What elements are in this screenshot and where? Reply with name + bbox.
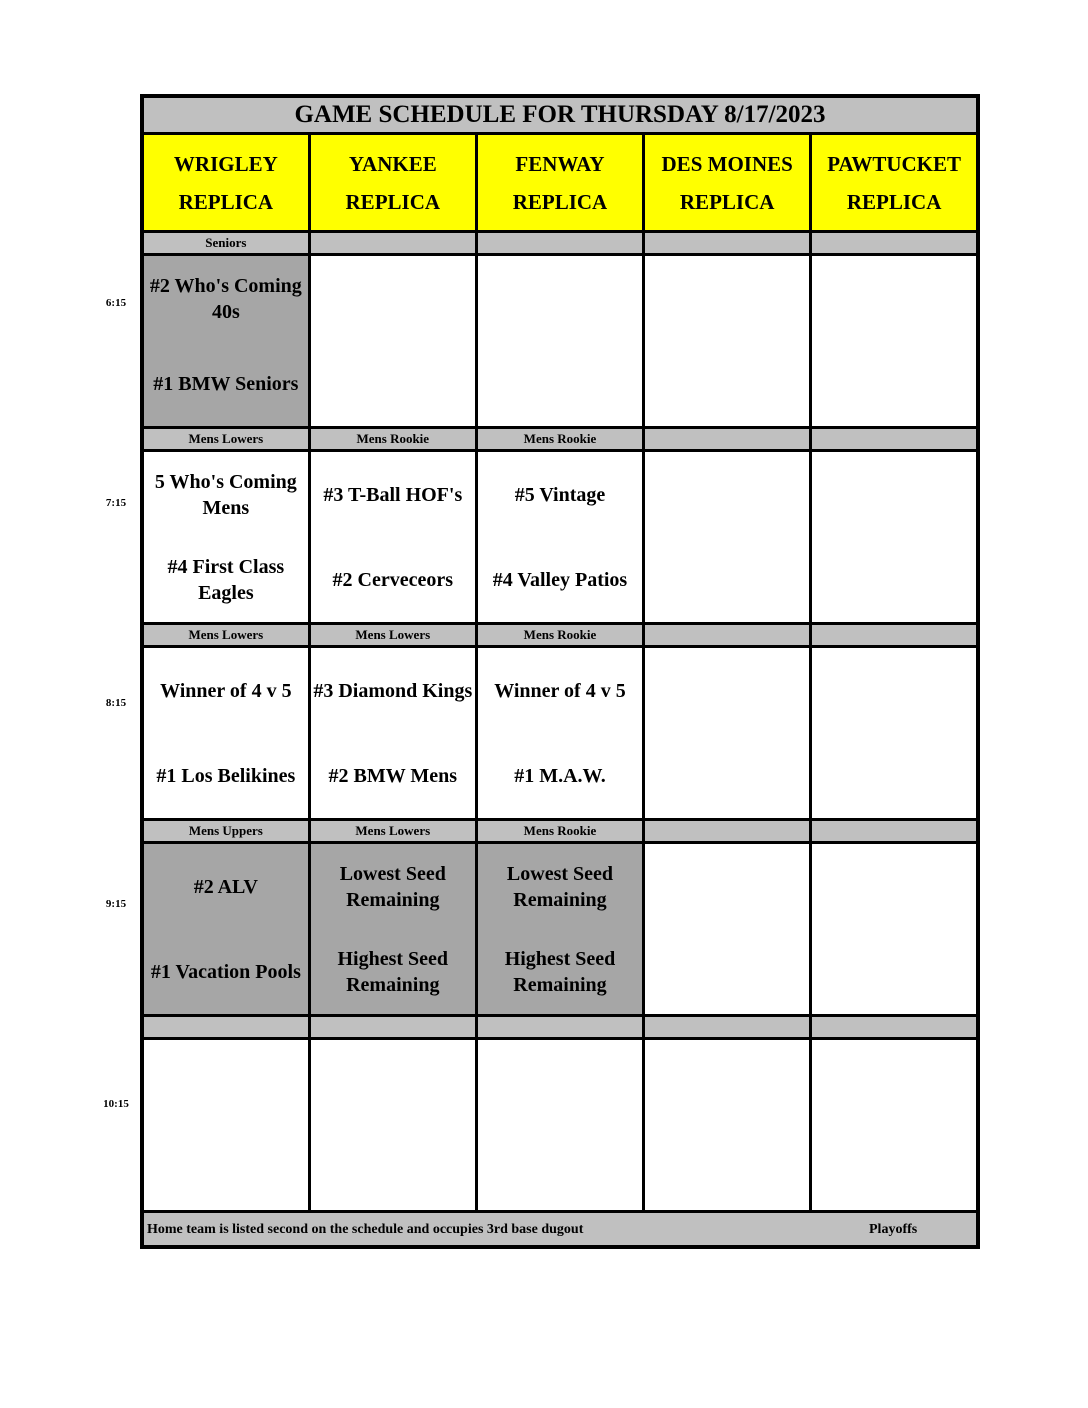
game-matchup [478, 648, 642, 818]
away-team: Lowest Seed Remaining [506, 862, 614, 911]
game-matchup [144, 1040, 308, 1210]
home-team [311, 1125, 475, 1210]
home-team [478, 341, 642, 426]
home-team: #1 M.A.W. [514, 764, 606, 787]
home-team [812, 929, 976, 1014]
home-team [645, 341, 809, 426]
division-label [811, 232, 978, 255]
game-cell [309, 843, 476, 1016]
game-matchup [144, 844, 308, 1014]
game-cell [811, 451, 978, 624]
division-label [644, 428, 811, 451]
home-team [645, 929, 809, 1014]
away-team: Lowest Seed Remaining [339, 862, 446, 911]
schedule-title: GAME SCHEDULE FOR THURSDAY 8/17/2023 [142, 96, 978, 134]
home-team: #1 Los Belikines [156, 764, 296, 787]
time-label-4: 9:15 [105, 898, 127, 910]
venue-header [644, 134, 811, 232]
game-cell [644, 451, 811, 624]
home-team [645, 733, 809, 818]
division-label [476, 1016, 643, 1039]
game-cell [811, 1039, 978, 1212]
game-cell [644, 647, 811, 820]
game-matchup [645, 452, 809, 622]
game-matchup [144, 256, 308, 426]
home-team: #1 Vacation Pools [150, 960, 301, 983]
venue-subtitle: REPLICA [345, 189, 441, 214]
venue-name: YANKEE [348, 151, 437, 176]
home-team [478, 1125, 642, 1210]
game-matchup [144, 648, 308, 818]
playoffs-tag: Playoffs [869, 1222, 918, 1237]
division-label [309, 1016, 476, 1039]
game-cell [142, 1039, 309, 1212]
division-row [142, 624, 978, 647]
game-matchup [645, 844, 809, 1014]
home-team [645, 1125, 809, 1210]
home-team [311, 341, 475, 426]
game-cell [476, 451, 643, 624]
footer-row [142, 1212, 978, 1248]
home-team [812, 1125, 976, 1210]
division-label: Mens Uppers [142, 820, 309, 843]
game-matchup [478, 1040, 642, 1210]
home-team: Highest Seed Remaining [337, 947, 449, 996]
division-label [644, 232, 811, 255]
away-team [812, 844, 976, 929]
division-label [142, 1016, 309, 1039]
home-team: #4 First Class Eagles [167, 555, 285, 604]
venue-name: PAWTUCKET [827, 151, 962, 176]
division-label [811, 624, 978, 647]
venue-name: FENWAY [515, 151, 605, 176]
division-row [142, 820, 978, 843]
division-label [811, 820, 978, 843]
away-team [812, 452, 976, 537]
away-team: #3 T-Ball HOF's [323, 483, 463, 506]
home-team [812, 733, 976, 818]
game-cell [142, 255, 309, 428]
game-cell [309, 1039, 476, 1212]
away-team: #3 Diamond Kings [313, 679, 473, 702]
game-matchup [311, 648, 475, 818]
game-cell [309, 647, 476, 820]
game-cell [309, 255, 476, 428]
game-matchup [311, 844, 475, 1014]
game-matchup [812, 256, 976, 426]
away-team: Winner of 4 v 5 [160, 679, 292, 702]
time-label-5: 10:15 [103, 1098, 129, 1110]
venue-name: DES MOINES [661, 151, 793, 176]
division-label: Mens Lowers [142, 428, 309, 451]
division-label: Mens Rookie [476, 820, 643, 843]
division-label [811, 428, 978, 451]
game-matchup [812, 1040, 976, 1210]
division-label [644, 820, 811, 843]
division-label [476, 232, 643, 255]
away-team [645, 648, 809, 733]
game-matchup [812, 648, 976, 818]
away-team [645, 1040, 809, 1125]
division-label: Mens Rookie [476, 624, 643, 647]
time-label-1: 6:15 [105, 297, 127, 309]
away-team [645, 256, 809, 341]
away-team [812, 256, 976, 341]
game-cell [476, 647, 643, 820]
game-cell [476, 1039, 643, 1212]
game-matchup [812, 844, 976, 1014]
away-team: #5 Vintage [514, 483, 606, 506]
division-row [142, 1016, 978, 1039]
home-team: #2 BMW Mens [328, 764, 458, 787]
home-team [144, 1125, 308, 1210]
game-matchup [478, 844, 642, 1014]
game-matchup [311, 452, 475, 622]
venue-row [142, 134, 978, 232]
title-row [142, 96, 978, 134]
game-matchup [645, 1040, 809, 1210]
away-team: #2 Who's Coming 40s [149, 274, 302, 323]
home-team [812, 537, 976, 622]
division-label: Mens Lowers [309, 624, 476, 647]
game-matchup [311, 1040, 475, 1210]
game-cell [142, 843, 309, 1016]
venue-header [142, 134, 309, 232]
game-cell [644, 255, 811, 428]
game-row [142, 1039, 978, 1212]
away-team [812, 648, 976, 733]
away-team [812, 1040, 976, 1125]
game-cell [644, 843, 811, 1016]
footer-cell [142, 1212, 978, 1248]
division-label [811, 1016, 978, 1039]
home-team: #1 BMW Seniors [153, 372, 299, 395]
division-row [142, 232, 978, 255]
venue-name: WRIGLEY [173, 151, 278, 176]
division-label: Seniors [142, 232, 309, 255]
division-label: Mens Rookie [309, 428, 476, 451]
game-cell [476, 255, 643, 428]
home-team: #4 Valley Patios [492, 568, 628, 591]
division-label [644, 1016, 811, 1039]
venue-header [811, 134, 978, 232]
home-team: #2 Cerveceors [332, 568, 454, 591]
venue-header [476, 134, 643, 232]
game-cell [142, 647, 309, 820]
game-cell [476, 843, 643, 1016]
away-team: #2 ALV [193, 875, 258, 898]
game-cell [309, 451, 476, 624]
game-matchup [478, 256, 642, 426]
away-team [645, 844, 809, 929]
game-cell [644, 1039, 811, 1212]
footer-note: Home team is listed second on the schedule and occupies 3rd base dugout [147, 1222, 584, 1237]
home-team [812, 341, 976, 426]
schedule-table [140, 94, 980, 1249]
away-team [478, 256, 642, 341]
away-team [311, 1040, 475, 1125]
game-matchup [645, 256, 809, 426]
game-matchup [812, 452, 976, 622]
away-team [144, 1040, 308, 1125]
home-team [645, 537, 809, 622]
game-row [142, 647, 978, 820]
game-cell [811, 843, 978, 1016]
home-team: Highest Seed Remaining [504, 947, 616, 996]
division-label: Mens Rookie [476, 428, 643, 451]
division-label: Mens Lowers [309, 820, 476, 843]
game-cell [142, 451, 309, 624]
game-row [142, 451, 978, 624]
game-cell [811, 255, 978, 428]
game-matchup [144, 452, 308, 622]
time-label-2: 7:15 [105, 497, 127, 509]
venue-header [309, 134, 476, 232]
game-matchup [645, 648, 809, 818]
away-team [645, 452, 809, 537]
game-row [142, 255, 978, 428]
division-row [142, 428, 978, 451]
time-label-3: 8:15 [105, 697, 127, 709]
division-label [644, 624, 811, 647]
division-label: Mens Lowers [142, 624, 309, 647]
division-label [309, 232, 476, 255]
venue-subtitle: REPLICA [846, 189, 942, 214]
venue-subtitle: REPLICA [679, 189, 775, 214]
game-cell [811, 647, 978, 820]
venue-subtitle: REPLICA [178, 189, 274, 214]
away-team [311, 256, 475, 341]
away-team: Winner of 4 v 5 [494, 679, 626, 702]
game-matchup [311, 256, 475, 426]
away-team [478, 1040, 642, 1125]
venue-subtitle: REPLICA [512, 189, 608, 214]
away-team: 5 Who's Coming Mens [154, 470, 297, 519]
game-row [142, 843, 978, 1016]
game-matchup [478, 452, 642, 622]
